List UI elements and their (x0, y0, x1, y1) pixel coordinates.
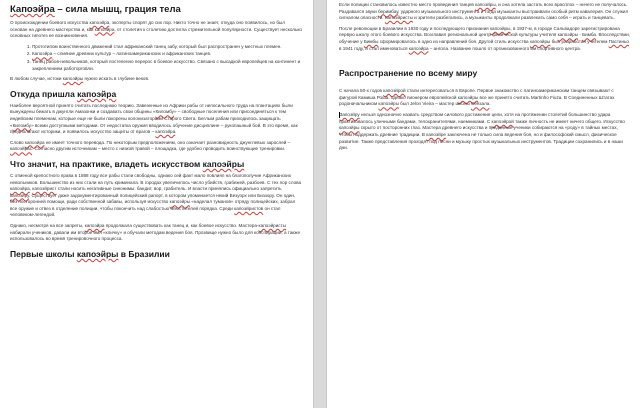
spellcheck-word: капоэйрой (383, 88, 406, 94)
spellcheck-word: Бимбы (363, 38, 379, 44)
spellcheck-word: капоэйра (84, 223, 105, 229)
page-title: Капоэйра – сила мышц, грация тела (10, 4, 181, 15)
spellcheck-word: капоэйристов (234, 205, 264, 211)
practice-paragraph-2: Однако, несмотря на все запреты, капоэйра продолжала существовать как танец и, как боевое искусство. Мастера-капоэйристы набирали учеников, давали им второе имя «кличку» и обучали методам ведения боя. Прозвище нужно было для конспирации, а также использовалось во время тренировочного процесса. (10, 223, 301, 242)
spellcheck-word: капоэйра (77, 88, 117, 99)
hypotheses-list (10, 44, 303, 72)
spellcheck-word: капоэйры (378, 101, 399, 107)
spellcheck-word: Киломбу (12, 122, 32, 128)
spellcheck-word: Пастиньо (608, 38, 629, 44)
spellcheck-word: капоэйры (557, 32, 579, 38)
spellcheck-word: Сензала (471, 101, 490, 107)
heading-schools: Первые школы капоэйры в Бразилии (10, 248, 170, 259)
spellcheck-word: капоэйры (202, 158, 245, 169)
philosophy-text: Запоэйру нельзя однозначно назвать средством силового достижения цели, хотя на протяжении столетий большинство удара практиковалось уличными бандами, телохранителями, наемниками. С капоэйрой также личность не имеет ничего общего. Искусство капоэйры скрыто от посторонних глаз. Мастера древнего искусства и преданные ученики собираются на «роду» в тайных местах, чтобы поддержать древние традиции. В капоэйре заключена не только сила ведения боя, но и философский смысл, физическое развитие. Также представления проходят под песни и музыку простых музыкальных инструментов. Традиции сохранились и в наши дни. (339, 112, 625, 151)
heading-world: Распространение по всему миру (339, 68, 478, 79)
europe-paragraph: С начала 50-х годов капоэйрой стали интересоваться в Европе. Первое знакомство с латиноамериканским танцем связывают с фигурой Камиша Роша, однако пионером европейской капоэйры все же принято считать Martinho Fiuza. В Соединенных Штатах родоначальником капоэйры был Jelon Vieira – мастер школы Сензала. (339, 88, 615, 107)
spellcheck-word: Капоэйристы (384, 15, 413, 21)
spellcheck-word: капоэйрист (32, 186, 57, 192)
spellcheck-word: капоэйры (76, 248, 119, 259)
page-right (327, 0, 640, 408)
spellcheck-word: капоэйра (89, 20, 110, 25)
spellcheck-word: капоэйра (408, 45, 429, 51)
list-item: 1. Прототипом воинственного движений стал африканский танец забу, который был распространен у местных племен. (32, 44, 303, 51)
spellcheck-word: капоэйрой (491, 118, 514, 124)
spellcheck-word: капоэйристы (258, 223, 286, 229)
spellcheck-word: Киломбу (155, 109, 174, 115)
origin-paragraph-1: Наиболее вероятной принято считать последнюю теорию. Завезенные из Африки рабы от непосильного труда на плантациях были вынуждены бежать в джунгли Амазонки и создавать свои общины «Киломбу» – свободные поселения или присоединяться к тем индейским племенам, которые еще не были покорены колонизаторами Старого Света. Беглым рабам приходилось защищать «Киломбу» всеми доступными методами. От недостатка оружия вводилось обучение дисциплине – рукопашный бой. В это время, как предполагают историки, и появилось искусство защиты от врагов – капоэйра. (10, 102, 298, 135)
spellcheck-word: капоэйра (10, 186, 30, 192)
police-paragraph: Если полиции становилось известно место проведения танцев капоэйры, и она хотела застать всех врасплох – ничего не получалось. Раздавался звуки беримбау, ударного музыкального инструмента и тогда музыканты выстраивали особый ритм кавалерия. Он служил сигналом опасности. Капоэйристы и зрители разбегались, а музыканты продолжали развлекать само себя – играть и танцевать. (339, 2, 629, 21)
spellcheck-word: капоэйра (155, 129, 176, 135)
after-list-paragraph: В любом случае, истоки капоэйры нужно искать в глубине веков. (10, 76, 150, 82)
spellcheck-word: капоэйра (94, 26, 115, 32)
spellcheck-word: капоэйры (339, 125, 360, 131)
list-item: 3. Танец рабов-невольников, который постепенно перерос в боевое искусство. Связано с высадкой европейцев на континент и закреплением работорговли. (32, 59, 303, 72)
philosophy-paragraph[interactable] (339, 112, 630, 152)
spellcheck-word: капоэйры (489, 25, 511, 31)
spellcheck-word: капоэйры (475, 2, 496, 7)
spellcheck-word: капоэйрас (10, 146, 33, 152)
spellcheck-word: Капоэйра (10, 4, 55, 15)
spellcheck-word: беримбау (377, 8, 399, 14)
spellcheck-word: капоэйры (457, 94, 479, 100)
spellcheck-word: капоэйру (10, 192, 29, 198)
heading-practice: Что значит, на практике, владеть искусством капоэйры (10, 158, 245, 169)
page-divider (313, 0, 327, 408)
spellcheck-word: капоэйры (62, 76, 84, 82)
spellcheck-word: капоэйра (24, 139, 45, 145)
spellcheck-word: капоэйры (529, 38, 551, 44)
list-item: 2. Капоэйра – слияние древних культур – латиноамериканских и африканских танцев. (32, 51, 303, 58)
schools-paragraph: После революции в Бразилии в 1930 году и последующего признания капоэйры, в 1937-м, в городе Сальвадоре зарегистрирована первую школу этого боевого искусства. Возглавил региональной центр физической культуры учителя капоэйры - Бимба. Впоследствии, обучение у Бимбы сформировалось в одно из направлений боя. Другой стиль искусства капоэйры был разработан учителем Пастиньо в 1941 году, и стал именоваться капоэйра – ангола. Название пошло от организованного им спортивного центра. (339, 25, 630, 51)
heading-origin: Откуда пришла капоэйра (10, 88, 117, 99)
page-left (0, 0, 313, 408)
spellcheck-word: Капоэйра (32, 51, 53, 57)
spellcheck-word: Запоэйру (339, 112, 360, 118)
practice-paragraph-1: С отменой крепостного права в 1888 году все рабы стали свободны, однако сей факт мало повлиял на благополучие Африканских невольников. Большинство из них стали на путь криминала. В городах увеличилось число убийств, грабежей, разбоев. С тех пор слова капоэйра, капоэйрист стали носить негативные синонимы: бандит, вор, грабитель. И власти принялись официально запретить капоэйру. Существует даже задокументированный полицейский рапорт, в котором упоминается некий Везуорх или Биззору. Он один, без посторонней помощи, ради собственной забавы, используя искусство капоэйры «наделал туманов» отряду полицейских, забрал все оружие и отвез в отделение полиции, чтобы покончить над слабостью блюстителей порядка. Среди капоэйристов он стал человеком-легендой. (10, 172, 302, 218)
intro-paragraph: О происхождении боевого искусства капоэйра, эксперты спорят до сих пор. Никто точно не знает, откуда оно появилось, но был основан на древнего мастерства и, как капоэйра, от столетия к столетию достигла стремительной популярности. Существует несколько основных гипотез ее возникновения. (10, 20, 302, 39)
origin-paragraph-2: Слово капоэйра не имеет точного перевода. По некоторым предположениям, оно означает разновидность джунглевых зарослей – капоэйрас. Согласно другим источникам – место с низкой травой – площадка, где удобно проводить воинствующие тренировки. (10, 139, 291, 152)
spellcheck-word: Бимба (582, 32, 596, 38)
spellcheck-word: капоэйре (426, 131, 446, 137)
spellcheck-word: капоэйры (169, 199, 191, 205)
